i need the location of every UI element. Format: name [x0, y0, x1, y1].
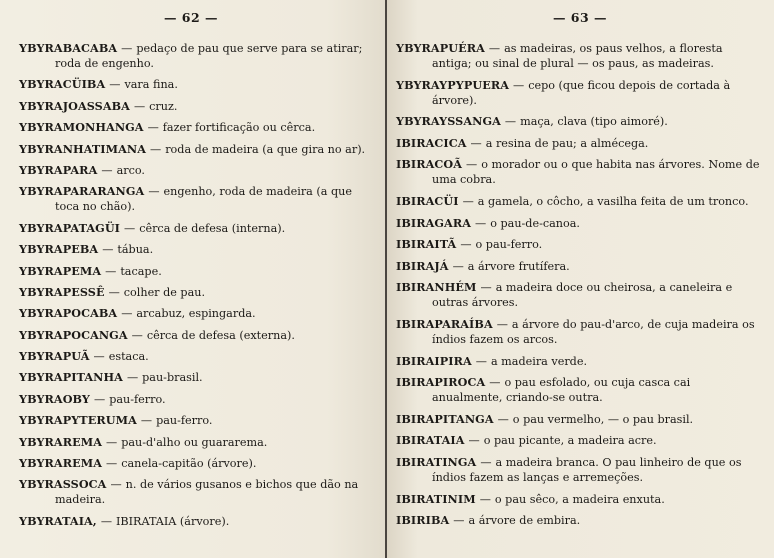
- dictionary-entry: [19, 184, 371, 214]
- entry-term: IBIRACOÃ: [396, 157, 463, 172]
- entry-definition: o pau vermelho, — o pau brasil.: [512, 412, 694, 426]
- entry-term: YBYRAPARARANGA: [19, 184, 145, 199]
- dictionary-entry: [19, 99, 371, 114]
- entry-definition: canela-capitão (árvore).: [121, 457, 257, 471]
- entry-definition: pau-ferro.: [156, 414, 213, 428]
- entry-term: YBYRAPESSÊ: [19, 284, 105, 299]
- entry-term: YBYRAPEMA: [19, 263, 102, 278]
- entry-definition: vara fina.: [124, 78, 178, 92]
- dictionary-entry: [19, 306, 371, 321]
- entry-separator: —: [468, 434, 480, 448]
- dictionary-entry: [19, 349, 371, 364]
- entry-definition: o pau-de-canoa.: [490, 216, 580, 230]
- entry-term: IBIRAGARA: [396, 215, 472, 230]
- entry-term: IBIRACÜI: [396, 193, 459, 208]
- entry-separator: —: [105, 264, 117, 278]
- entry-term: IBIRAPITANGA: [396, 411, 494, 426]
- entry-definition: o pau sêco, a madeira enxuta.: [494, 492, 665, 506]
- entry-separator: —: [489, 376, 501, 390]
- dictionary-entry: [396, 157, 764, 187]
- entry-definition: colher de pau.: [123, 285, 206, 299]
- entry-definition: cruz.: [149, 99, 178, 113]
- entry-definition: tábua.: [117, 243, 154, 257]
- entry-term: YBYRASSOCA: [19, 477, 107, 492]
- entry-separator: —: [497, 412, 509, 426]
- entry-term: IBIRATINGA: [396, 454, 477, 469]
- entry-list: [19, 41, 371, 529]
- entry-term: YBYRAPUÉRA: [396, 41, 485, 55]
- dictionary-entry: [19, 285, 371, 300]
- entry-definition: o pau picante, a madeira acre.: [483, 434, 657, 448]
- entry-term: YBYRAPUÃ: [19, 349, 90, 364]
- entry-separator: —: [93, 350, 105, 364]
- entry-term: YBYRAPOCABA: [19, 306, 118, 321]
- entry-definition: cepo (que ficou depois de cortada à árvore).: [432, 78, 731, 107]
- entry-separator: —: [106, 457, 118, 471]
- dictionary-entry: [396, 433, 764, 448]
- entry-separator: —: [106, 435, 118, 449]
- entry-definition: arco.: [116, 163, 145, 177]
- entry-term: IBIRAIPIRA: [396, 353, 472, 368]
- entry-separator: —: [101, 163, 113, 177]
- entry-definition: roda de madeira (a que gira no ar).: [165, 142, 366, 156]
- entry-separator: —: [513, 78, 525, 92]
- entry-definition: a madeira branca. O pau linheiro de que os índios fazem as lanças e arremeções.: [432, 455, 742, 484]
- entry-separator: —: [466, 158, 478, 172]
- entry-definition: tacape.: [120, 264, 162, 278]
- entry-separator: —: [121, 307, 133, 321]
- entry-term: YBYRAJOASSABA: [19, 98, 130, 113]
- dictionary-entry: [396, 216, 764, 231]
- left-page: [0, 0, 385, 558]
- dictionary-entry: [19, 477, 371, 507]
- entry-term: YBYRAPATAGÜI: [19, 220, 121, 235]
- page-number: — 63 —: [552, 10, 608, 25]
- entry-term: YBYRAPITANHA: [19, 370, 123, 385]
- entry-definition: a madeira verde.: [490, 354, 588, 368]
- entry-separator: —: [100, 514, 112, 528]
- entry-definition: arcabuz, espingarda.: [136, 307, 256, 321]
- dictionary-entry: [396, 354, 764, 369]
- entry-definition: pau-brasil.: [142, 371, 203, 385]
- dictionary-entry: [19, 435, 371, 450]
- entry-definition: as madeiras, os paus velhos, a floresta antiga; ou sinal de plural — os paus, as madeiras.: [432, 42, 723, 70]
- entry-term: YBYRAYSSANGA: [396, 114, 501, 129]
- entry-separator: —: [133, 99, 146, 113]
- entry-separator: —: [480, 455, 492, 469]
- entry-definition: o morador ou o que habita nas árvores. Nome de uma cobra.: [432, 158, 760, 187]
- entry-definition: pau-d'alho ou guararema.: [121, 435, 268, 449]
- dictionary-entry: [19, 77, 371, 92]
- entry-definition: o pau esfolado, ou cuja casca cai anualmente, criando-se outra.: [432, 376, 691, 405]
- entry-separator: —: [460, 238, 472, 252]
- entry-separator: —: [479, 492, 491, 506]
- entry-separator: —: [131, 328, 143, 342]
- dictionary-entry: [396, 317, 764, 347]
- dictionary-entry: [19, 456, 371, 471]
- entry-separator: —: [150, 142, 162, 156]
- entry-term: YBYRAREMA: [19, 456, 102, 471]
- entry-separator: —: [475, 216, 487, 230]
- entry-definition: engenho, roda de madeira (a que toca no chão).: [55, 185, 352, 214]
- entry-separator: —: [488, 42, 501, 55]
- entry-separator: —: [453, 514, 465, 528]
- entry-term: YBYRAPOCANGA: [19, 327, 128, 342]
- entry-term: YBYRAYPYPUERA: [396, 77, 510, 92]
- entry-separator: —: [147, 121, 159, 135]
- page-number: — 62 —: [163, 10, 219, 25]
- entry-term: IBIRAPIROCA: [396, 375, 486, 390]
- entry-definition: cêrca de defesa (externa).: [146, 328, 295, 342]
- entry-term: YBYRANHATIMANA: [19, 141, 147, 156]
- dictionary-entry: [19, 142, 371, 157]
- dictionary-entry: [396, 412, 764, 427]
- entry-definition: a gamela, o côcho, a vasilha feita de um tronco.: [477, 194, 749, 208]
- dictionary-entry: [396, 114, 764, 129]
- entry-term: IBIRAJÁ: [396, 258, 449, 273]
- entry-definition: a árvore de embira.: [468, 514, 581, 528]
- entry-definition: estaca.: [108, 350, 149, 364]
- dictionary-entry: [19, 514, 371, 529]
- dictionary-entry: [396, 513, 764, 528]
- dictionary-entry: [396, 194, 764, 209]
- dictionary-entry: [19, 163, 371, 178]
- entry-term: IBIRIBA: [396, 513, 450, 528]
- right-page: [387, 0, 774, 558]
- entry-separator: —: [462, 194, 474, 208]
- entry-separator: —: [452, 259, 464, 273]
- entry-definition: cêrca de defesa (interna).: [139, 221, 286, 235]
- entry-definition: a árvore do pau-d'arco, de cuja madeira os índios fazem os arcos.: [432, 317, 755, 346]
- entry-separator: —: [109, 78, 121, 92]
- entry-definition: n. de vários gusanos e bichos que dão na madeira.: [55, 478, 359, 507]
- entry-separator: —: [94, 392, 106, 406]
- entry-separator: —: [470, 136, 482, 150]
- dictionary-entry: [19, 370, 371, 385]
- entry-term: IBIRATAIA: [396, 433, 465, 448]
- entry-term: IBIRATINIM: [396, 491, 476, 506]
- entry-separator: —: [108, 285, 120, 299]
- entry-separator: —: [110, 478, 122, 492]
- dictionary-entry: [396, 280, 764, 310]
- entry-term: YBYRAMONHANGA: [19, 120, 144, 135]
- dictionary-entry: [19, 221, 371, 236]
- entry-separator: —: [496, 317, 508, 331]
- entry-separator: —: [126, 371, 139, 385]
- dictionary-entry: [396, 78, 764, 108]
- entry-term: IBIRAPARAÍBA: [396, 316, 493, 331]
- dictionary-entry: [19, 264, 371, 279]
- dictionary-entry: [19, 242, 371, 257]
- entry-term: YBYRAREMA: [19, 434, 102, 449]
- entry-definition: a árvore frutífera.: [467, 259, 570, 273]
- dictionary-entry: [396, 136, 764, 151]
- entry-term: IBIRACICA: [396, 135, 467, 150]
- entry-term: YBYRAPEBA: [19, 242, 99, 257]
- dictionary-entry: [19, 392, 371, 407]
- entry-term: YBYRATAIA,: [19, 513, 97, 528]
- entry-term: IBIRANHÉM: [396, 280, 477, 295]
- entry-definition: pedaço de pau que serve para se atirar; roda de engenho.: [55, 42, 363, 70]
- entry-definition: maça, clava (tipo aimoré).: [520, 115, 668, 129]
- entry-separator: —: [124, 221, 136, 235]
- dictionary-entry: [396, 41, 764, 71]
- dictionary-entry: [396, 455, 764, 485]
- dictionary-entry: [19, 120, 371, 135]
- entry-separator: —: [140, 414, 153, 428]
- entry-separator: —: [504, 115, 517, 129]
- entry-separator: —: [102, 243, 114, 257]
- dictionary-entry: [396, 375, 764, 405]
- dictionary-entry: [19, 413, 371, 428]
- dictionary-entry: [396, 259, 764, 274]
- dictionary-entry: [19, 41, 371, 71]
- entry-term: IBIRAITÃ: [396, 237, 457, 252]
- entry-separator: —: [148, 185, 160, 199]
- entry-separator: —: [121, 42, 133, 55]
- entry-separator: —: [480, 281, 492, 295]
- entry-definition: IBIRATAIA (árvore).: [116, 514, 230, 528]
- entry-definition: o pau-ferro.: [475, 238, 543, 252]
- entry-separator: —: [475, 354, 487, 368]
- entry-term: YBYRAPYTERUMA: [19, 413, 137, 428]
- dictionary-entry: [19, 328, 371, 343]
- entry-term: YBYRAPARA: [19, 162, 98, 177]
- entry-list: [396, 41, 764, 528]
- entry-definition: a madeira doce ou cheirosa, a caneleira e outras árvores.: [432, 281, 733, 310]
- entry-term: YBYRACÜIBA: [19, 77, 106, 92]
- entry-definition: fazer fortificação ou cêrca.: [162, 121, 316, 135]
- entry-term: YBYRABACABA: [19, 41, 118, 55]
- dictionary-entry: [396, 237, 764, 252]
- entry-definition: pau-ferro.: [109, 392, 166, 406]
- entry-definition: a resina de pau; a almécega.: [485, 136, 649, 150]
- dictionary-entry: [396, 492, 764, 507]
- entry-term: YBYRAOBY: [19, 391, 90, 406]
